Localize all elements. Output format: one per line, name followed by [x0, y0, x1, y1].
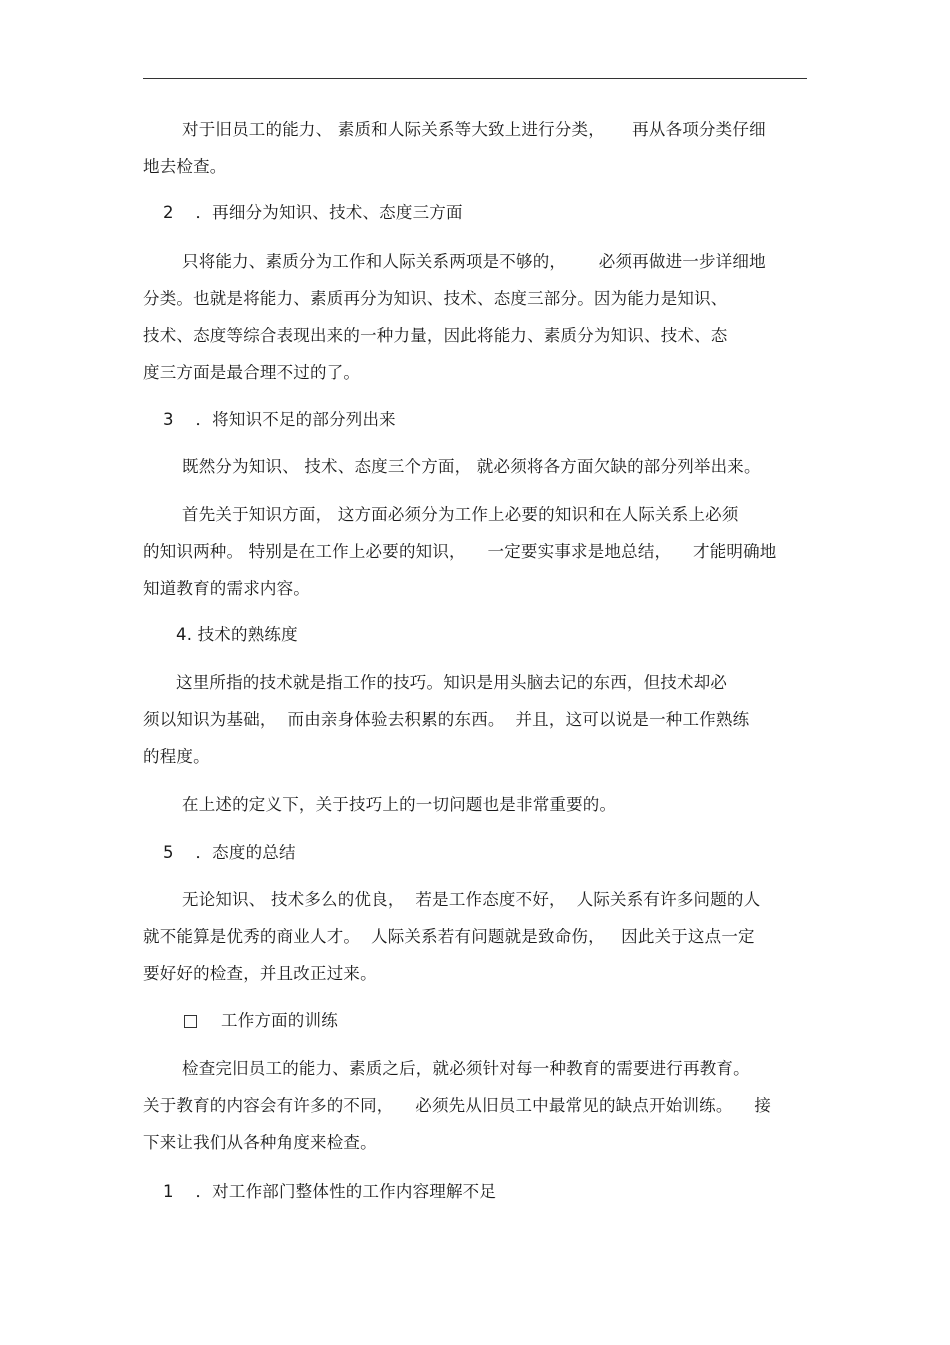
- paragraph-line: 就不能算是优秀的商业人才。 人际关系若有问题就是致命伤， 因此关于这点一定: [143, 927, 755, 946]
- paragraph-line: 检查完旧员工的能力、素质之后，就必须针对每一种教育的需要进行再教育。: [182, 1059, 750, 1078]
- paragraph-line: 只将能力、素质分为工作和人际关系两项是不够的， 必须再做进一步详细地: [182, 252, 766, 271]
- paragraph-line: 技术、态度等综合表现出来的一种力量，因此将能力、素质分为知识、技术、态: [143, 326, 728, 345]
- paragraph-line: 须以知识为基础， 而由亲身体验去积累的东西。 并且，这可以说是一种工作熟练: [143, 710, 750, 729]
- paragraph-line: 无论知识、 技术多么的优良， 若是工作态度不好， 人际关系有许多问题的人: [182, 890, 761, 909]
- checkbox-icon: [184, 1015, 197, 1028]
- section-heading: 1 ．对工作部门整体性的工作内容理解不足: [163, 1182, 497, 1201]
- paragraph-line: 要好好的检查，并且改正过来。: [143, 964, 377, 983]
- paragraph-line: 分类。也就是将能力、素质再分为知识、技术、态度三部分。因为能力是知识、: [143, 289, 728, 308]
- paragraph-line: 的知识两种。 特别是在工作上必要的知识， 一定要实事求是地总结， 才能明确地: [143, 542, 777, 561]
- section-heading: 3 ．将知识不足的部分列出来: [163, 410, 396, 429]
- paragraph-line: 对于旧员工的能力、 素质和人际关系等大致上进行分类， 再从各项分类仔细: [182, 120, 766, 139]
- paragraph-line: 知道教育的需求内容。: [143, 579, 310, 598]
- paragraph-line: 这里所指的技术就是指工作的技巧。知识是用头脑去记的东西，但技术却必: [176, 673, 728, 692]
- section-heading: 4. 技术的熟练度: [176, 625, 298, 644]
- paragraph-line: 既然分为知识、 技术、态度三个方面， 就必须将各方面欠缺的部分列举出来。: [182, 457, 761, 476]
- paragraph-line: 关于教育的内容会有许多的不同， 必须先从旧员工中最常见的缺点开始训练。 接: [143, 1096, 772, 1115]
- paragraph-line: 的程度。: [143, 747, 210, 766]
- paragraph-line: 在上述的定义下，关于技巧上的一切问题也是非常重要的。: [182, 795, 617, 814]
- section-heading: 工作方面的训练: [221, 1011, 338, 1030]
- paragraph-line: 首先关于知识方面， 这方面必须分为工作上必要的知识和在人际关系上必须: [182, 505, 739, 524]
- section-heading: 2 ．再细分为知识、技术、态度三方面: [163, 203, 463, 222]
- paragraph-line: 度三方面是最合理不过的了。: [143, 363, 361, 382]
- section-heading: 5 ．态度的总结: [163, 843, 296, 862]
- paragraph-line: 地去检查。: [143, 157, 227, 176]
- paragraph-line: 下来让我们从各种角度来检查。: [143, 1133, 377, 1152]
- header-rule: [143, 78, 807, 79]
